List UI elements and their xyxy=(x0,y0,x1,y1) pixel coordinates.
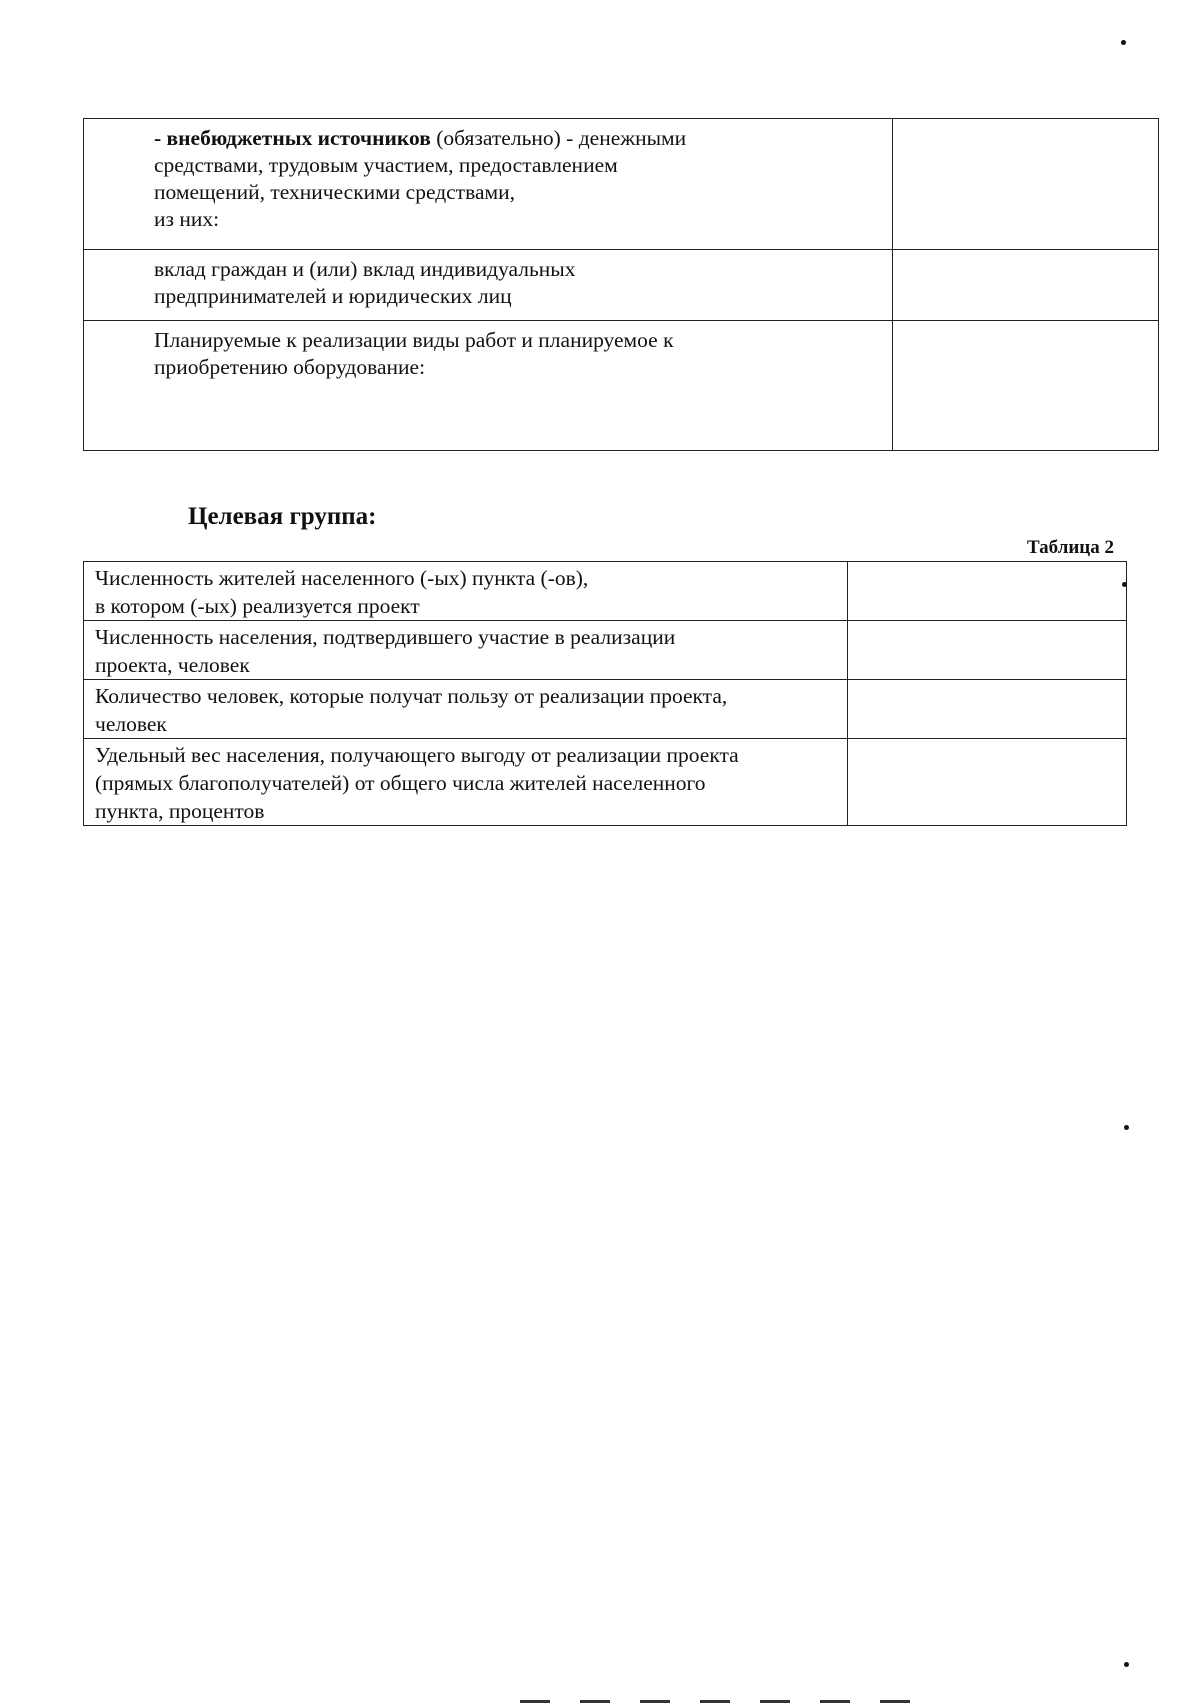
value-cell[interactable] xyxy=(893,321,1159,451)
label-line: из них: xyxy=(154,207,220,231)
scan-speck xyxy=(1121,40,1126,45)
funding-sources-table xyxy=(83,118,1159,451)
row-label xyxy=(84,119,893,250)
row-label xyxy=(84,739,848,826)
label-text: (обязательно) - денежными xyxy=(430,126,687,150)
label-line: Планируемые к реализации виды работ и планируемое к xyxy=(154,328,674,352)
label-line: средствами, трудовым участием, предоставлением xyxy=(154,153,618,177)
target-group-table xyxy=(83,561,1127,826)
label-line: Численность жителей населенного (-ых) пункта (-ов), xyxy=(95,566,589,590)
table-row xyxy=(84,680,1127,739)
scan-mark xyxy=(580,1700,610,1703)
label-line: пункта, процентов xyxy=(95,799,265,823)
label-line: Удельный вес населения, получающего выгоду от реализации проекта xyxy=(95,743,739,767)
scan-mark xyxy=(880,1700,910,1703)
table-row xyxy=(84,321,1159,451)
label-line: приобретению оборудование: xyxy=(154,355,426,379)
label-line: предпринимателей и юридических лиц xyxy=(154,284,512,308)
scan-mark xyxy=(820,1700,850,1703)
label-line: вклад граждан и (или) вклад индивидуальных xyxy=(154,257,576,281)
scan-edge-marks xyxy=(520,1700,1160,1704)
scan-mark xyxy=(760,1700,790,1703)
table-row xyxy=(84,250,1159,321)
label-line: (прямых благополучателей) от общего числа жителей населенного xyxy=(95,771,706,795)
value-cell[interactable] xyxy=(893,119,1159,250)
row-label xyxy=(84,321,893,451)
table-row xyxy=(84,621,1127,680)
label-line: Численность населения, подтвердившего участие в реализации xyxy=(95,625,676,649)
label-line: Количество человек, которые получат пользу от реализации проекта, xyxy=(95,684,728,708)
scan-mark xyxy=(520,1700,550,1703)
label-line: в котором (-ых) реализуется проект xyxy=(95,594,420,618)
row-label xyxy=(84,680,848,739)
label-line: помещений, техническими средствами, xyxy=(154,180,515,204)
value-cell[interactable] xyxy=(848,562,1127,621)
scan-speck xyxy=(1124,1125,1129,1130)
scan-mark xyxy=(700,1700,730,1703)
label-line: человек xyxy=(95,712,167,736)
row-label xyxy=(84,621,848,680)
value-cell[interactable] xyxy=(893,250,1159,321)
scan-speck xyxy=(1124,1662,1129,1667)
value-cell[interactable] xyxy=(848,680,1127,739)
value-cell[interactable] xyxy=(848,621,1127,680)
scan-speck xyxy=(1122,582,1127,587)
label-bold: - внебюджетных источников xyxy=(154,126,431,150)
table-row xyxy=(84,739,1127,826)
row-label xyxy=(84,562,848,621)
table-caption: Таблица 2 xyxy=(1026,537,1114,558)
section-heading: Целевая группа: xyxy=(188,503,377,530)
label-line: проекта, человек xyxy=(95,653,250,677)
value-cell[interactable] xyxy=(848,739,1127,826)
table-row xyxy=(84,562,1127,621)
table-row xyxy=(84,119,1159,250)
row-label xyxy=(84,250,893,321)
scan-mark xyxy=(640,1700,670,1703)
